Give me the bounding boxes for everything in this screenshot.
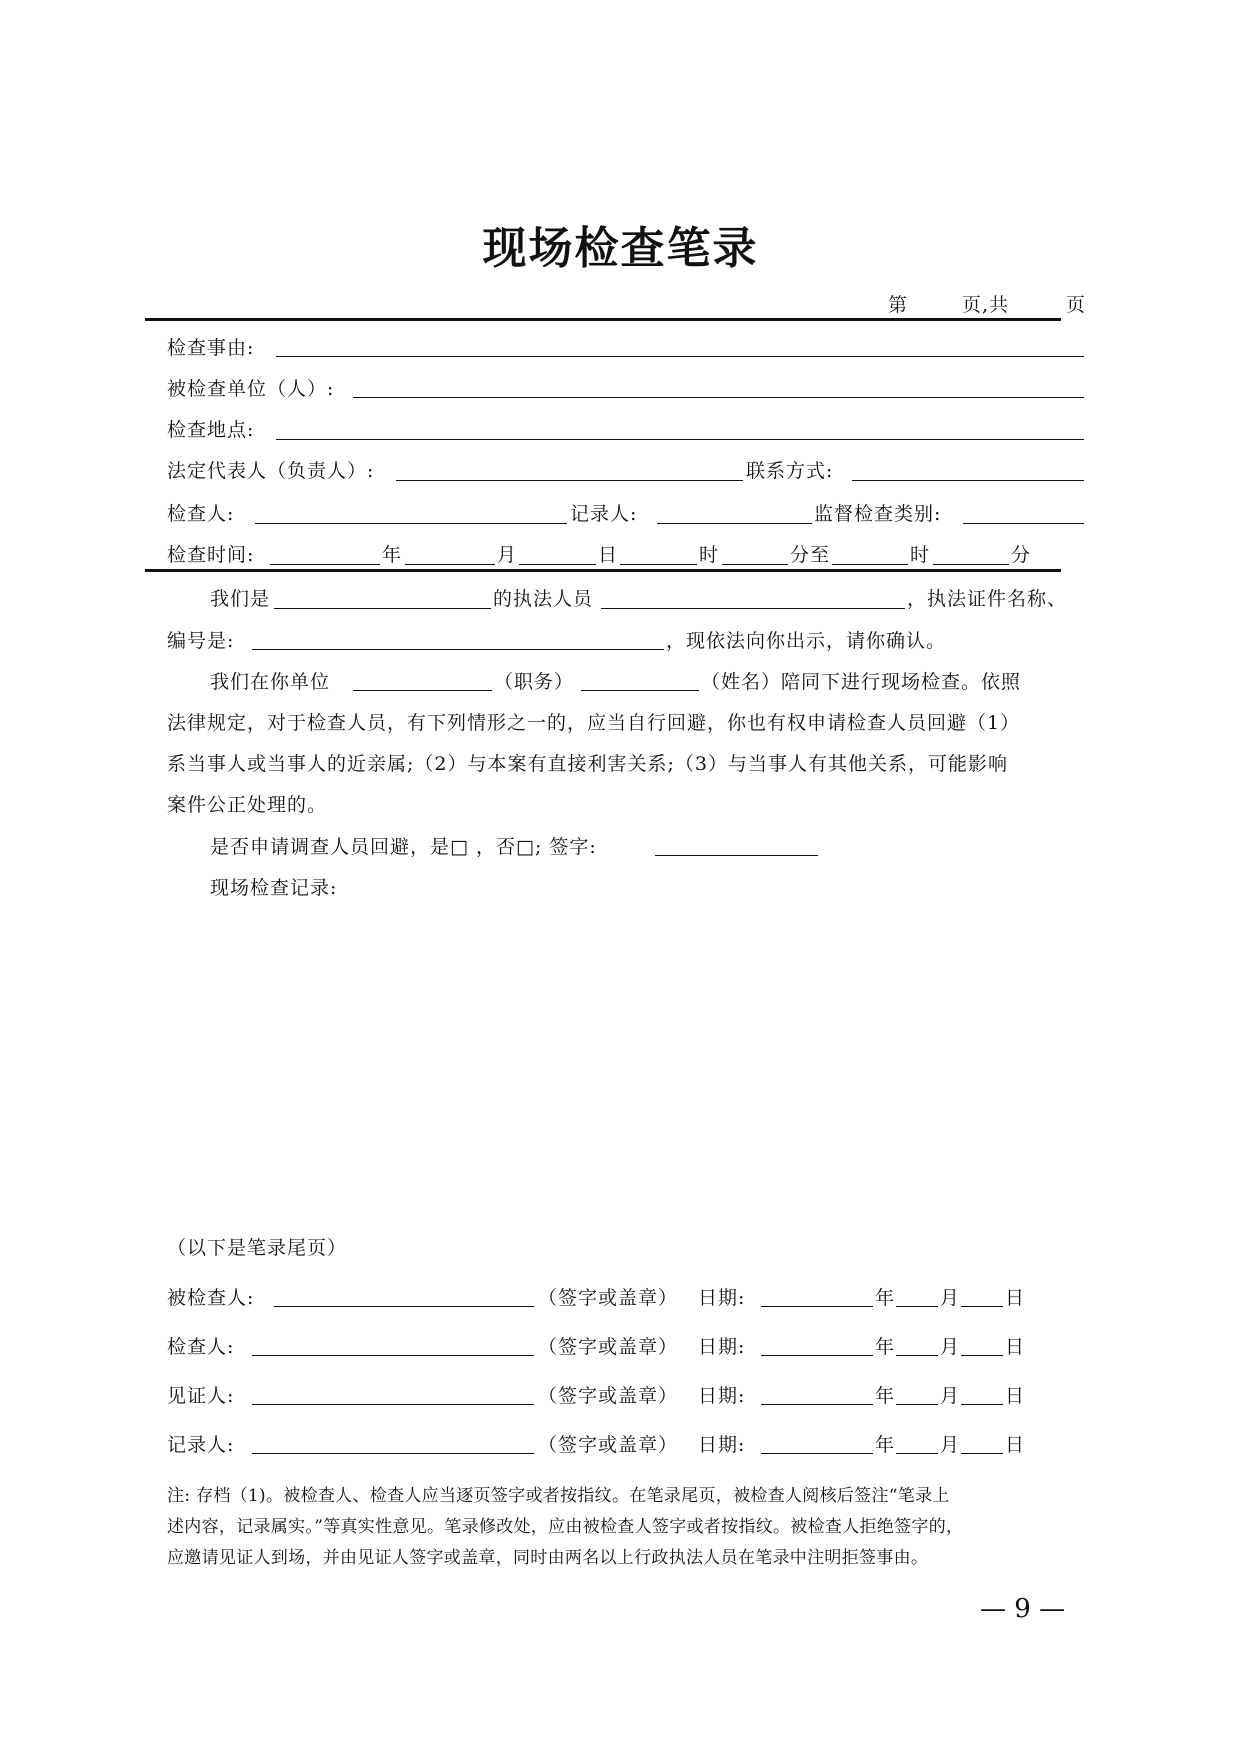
sign-day-field[interactable]: [961, 1355, 1003, 1356]
position-field[interactable]: [353, 690, 492, 691]
sign-month-field[interactable]: [896, 1355, 938, 1356]
note-line-3: 应邀请见证人到场，并由见证人签字或盖章，同时由两名以上行政执法人员在笔录中注明拒签事由。: [167, 1548, 929, 1568]
recorder-label: 记录人:: [570, 503, 638, 525]
time-minute-field[interactable]: [722, 564, 788, 565]
page-number: — 9 —: [980, 1594, 1066, 1624]
name-field[interactable]: [581, 690, 699, 691]
sign-year-field[interactable]: [761, 1404, 873, 1405]
time-end-hour-field[interactable]: [832, 564, 908, 565]
p2-line4: 案件公正处理的。: [167, 794, 328, 816]
time-minute-to-label: 分至: [790, 544, 831, 566]
sign-field[interactable]: [252, 1453, 534, 1454]
p1-cert-no-label: 编号是:: [167, 630, 235, 652]
p2-unit: 我们在你单位: [210, 671, 331, 693]
sign-day-field[interactable]: [961, 1306, 1003, 1307]
legal-rep-field[interactable]: [396, 480, 743, 481]
day-label: 日: [1005, 1434, 1026, 1456]
year-label: 年: [875, 1336, 896, 1358]
sign-field[interactable]: [252, 1355, 534, 1356]
p2-line2: 法律规定，对于检查人员，有下列情形之一的，应当自行回避，你也有权申请检查人员回避（1）: [167, 712, 1021, 734]
sign-month-field[interactable]: [896, 1306, 938, 1307]
sign-day-field[interactable]: [961, 1404, 1003, 1405]
time-year-field[interactable]: [270, 564, 380, 565]
day-label: 日: [1005, 1385, 1026, 1407]
note-line-1: 注: 存档（1)。被检查人、检查人应当逐页签字或者按指纹。在笔录尾页，被检查人阅核后签注“笔录上: [167, 1486, 950, 1506]
year-label: 年: [875, 1385, 896, 1407]
record-content-area[interactable]: [167, 910, 1083, 1220]
time-end-hour-label: 时: [910, 544, 931, 566]
sign-year-field[interactable]: [761, 1355, 873, 1356]
p1-we-are: 我们是: [210, 588, 271, 610]
p2-name: （姓名）陪同下进行现场检查。依照: [701, 671, 1022, 693]
header-top-rule: [145, 318, 1061, 321]
category-field[interactable]: [963, 523, 1084, 524]
category-label: 监督检查类别:: [814, 503, 942, 525]
location-field[interactable]: [276, 439, 1084, 440]
inspected-unit-label: 被检查单位（人）:: [167, 378, 335, 400]
document-title: 现场检查笔录: [482, 223, 759, 274]
p2-position: （职务）: [494, 671, 575, 693]
sign-or-seal: （签字或盖章）: [538, 1385, 679, 1407]
page-counter-ye-gong: 页,共: [962, 294, 1010, 316]
inspected-unit-field[interactable]: [353, 397, 1084, 398]
cert-number-field[interactable]: [252, 649, 664, 650]
recorder-field[interactable]: [657, 523, 812, 524]
day-label: 日: [1005, 1336, 1026, 1358]
p1-officers: 的执法人员: [493, 588, 594, 610]
tail-page-note: （以下是笔录尾页）: [167, 1237, 348, 1259]
location-label: 检查地点:: [167, 419, 255, 441]
year-label: 年: [875, 1434, 896, 1456]
p2-line3: 系当事人或当事人的近亲属;（2）与本案有直接利害关系;（3）与当事人有其他关系，可能影响: [167, 753, 1008, 775]
header-bottom-rule: [145, 569, 1061, 572]
sign-row-label: 检查人:: [167, 1336, 235, 1358]
page-counter-ye: 页: [1066, 294, 1087, 316]
sign-or-seal: （签字或盖章）: [538, 1434, 679, 1456]
p1-confirm: ，现依法向你出示，请你确认。: [666, 630, 947, 652]
sign-or-seal: （签字或盖章）: [538, 1287, 679, 1309]
time-end-minute-label: 分: [1011, 544, 1032, 566]
month-label: 月: [940, 1336, 961, 1358]
agency-field[interactable]: [274, 608, 491, 609]
date-label: 日期:: [698, 1385, 746, 1407]
sign-day-field[interactable]: [961, 1453, 1003, 1454]
month-label: 月: [940, 1434, 961, 1456]
page-counter-di: 第: [888, 294, 909, 316]
year-label: 年: [875, 1287, 896, 1309]
sign-row-label: 记录人:: [167, 1434, 235, 1456]
contact-field[interactable]: [852, 480, 1084, 481]
day-label: 日: [1005, 1287, 1026, 1309]
p1-cert-name: ，执法证件名称、: [907, 588, 1068, 610]
date-label: 日期:: [698, 1434, 746, 1456]
month-label: 月: [940, 1385, 961, 1407]
contact-label: 联系方式:: [746, 460, 834, 482]
time-year-label: 年: [382, 544, 403, 566]
sign-row-label: 见证人:: [167, 1385, 235, 1407]
record-label: 现场检查记录:: [210, 877, 338, 899]
time-hour-label: 时: [699, 544, 720, 566]
date-label: 日期:: [698, 1336, 746, 1358]
reason-field[interactable]: [276, 356, 1084, 357]
sign-year-field[interactable]: [761, 1306, 873, 1307]
time-day-field[interactable]: [519, 564, 596, 565]
time-end-minute-field[interactable]: [933, 564, 1009, 565]
inspector-label: 检查人:: [167, 503, 235, 525]
note-line-2: 述内容，记录属实。”等真实性意见。笔录修改处，应由被检查人签字或者按指纹。被检查人拒绝签字的，: [167, 1517, 964, 1537]
sign-field[interactable]: [252, 1404, 534, 1405]
month-label: 月: [940, 1287, 961, 1309]
time-day-label: 日: [598, 544, 619, 566]
time-hour-field[interactable]: [620, 564, 697, 565]
sign-field[interactable]: [274, 1306, 534, 1307]
time-month-label: 月: [497, 544, 518, 566]
time-month-field[interactable]: [405, 564, 495, 565]
recusal-question: 是否申请调查人员回避，是□ ，否□; 签字:: [210, 836, 597, 858]
date-label: 日期:: [698, 1287, 746, 1309]
sign-row-label: 被检查人:: [167, 1287, 255, 1309]
time-label: 检查时间:: [167, 544, 255, 566]
sign-month-field[interactable]: [896, 1404, 938, 1405]
officer-names-field[interactable]: [601, 608, 905, 609]
sign-or-seal: （签字或盖章）: [538, 1336, 679, 1358]
sign-year-field[interactable]: [761, 1453, 873, 1454]
inspector-field[interactable]: [255, 523, 567, 524]
legal-rep-label: 法定代表人（负责人）:: [167, 460, 375, 482]
recusal-signature-field[interactable]: [655, 855, 818, 856]
sign-month-field[interactable]: [896, 1453, 938, 1454]
reason-label: 检查事由:: [167, 337, 255, 359]
